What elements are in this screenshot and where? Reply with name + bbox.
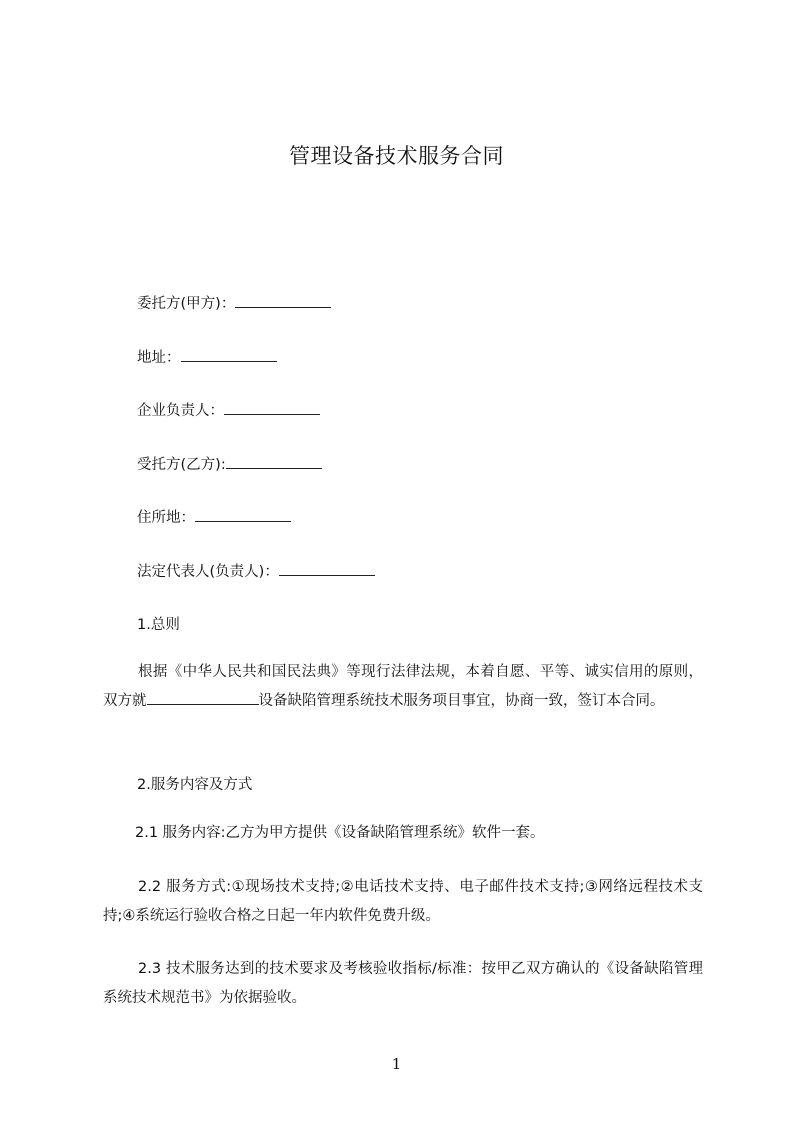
- enterprise-head-field: [137, 399, 320, 420]
- residence-field: [137, 506, 291, 527]
- document-title: 管理设备技术服务合同: [289, 144, 504, 168]
- client-field: [137, 292, 331, 313]
- contractor-label: 受托方(乙方):: [137, 457, 226, 473]
- residence-label: 住所地：: [137, 510, 195, 526]
- client-blank: [235, 292, 331, 308]
- enterprise-head-blank: [224, 399, 320, 415]
- section-1-heading: 1.总则: [137, 617, 180, 633]
- client-label: 委托方(甲方)：: [137, 296, 236, 312]
- project-name-blank: [147, 689, 259, 705]
- address-label: 地址：: [137, 350, 181, 366]
- address-blank: [181, 346, 277, 362]
- section-2-heading: 2.服务内容及方式: [137, 777, 253, 793]
- section-2-2: 2.2 服务方式:①现场技术支持;②电话技术支持、电子邮件技术支持;③网络远程技术支持;④系统运行验收合格之日起一年内软件免费升级。: [103, 879, 703, 924]
- section-1-text-b: 设备缺陷管理系统技术服务项目事宜，协商一致，签订本合同。: [258, 693, 665, 709]
- legal-rep-blank: [279, 560, 375, 576]
- legal-rep-field: [137, 560, 375, 581]
- residence-blank: [195, 506, 291, 522]
- contractor-blank: [226, 453, 322, 469]
- section-1-paragraph: [103, 658, 703, 716]
- enterprise-head-label: 企业负责人：: [137, 403, 224, 419]
- section-2-1: 2.1 服务内容:乙方为甲方提供《设备缺陷管理系统》软件一套。: [135, 825, 545, 841]
- section-2-3: 2.3 技术服务达到的技术要求及考核验收指标/标准：按甲乙双方确认的《设备缺陷管理系统技术规范书》为依据验收。: [103, 961, 703, 1006]
- page-number: 1: [391, 1055, 402, 1073]
- section-1-text-a: 根据《中华人民共和国民法典》等现行法律法规，本着自愿、平等、诚实信用的原则，双方就: [103, 664, 703, 709]
- contractor-field: [137, 453, 322, 474]
- legal-rep-label: 法定代表人(负责人)：: [137, 564, 279, 580]
- address-field: [137, 346, 277, 367]
